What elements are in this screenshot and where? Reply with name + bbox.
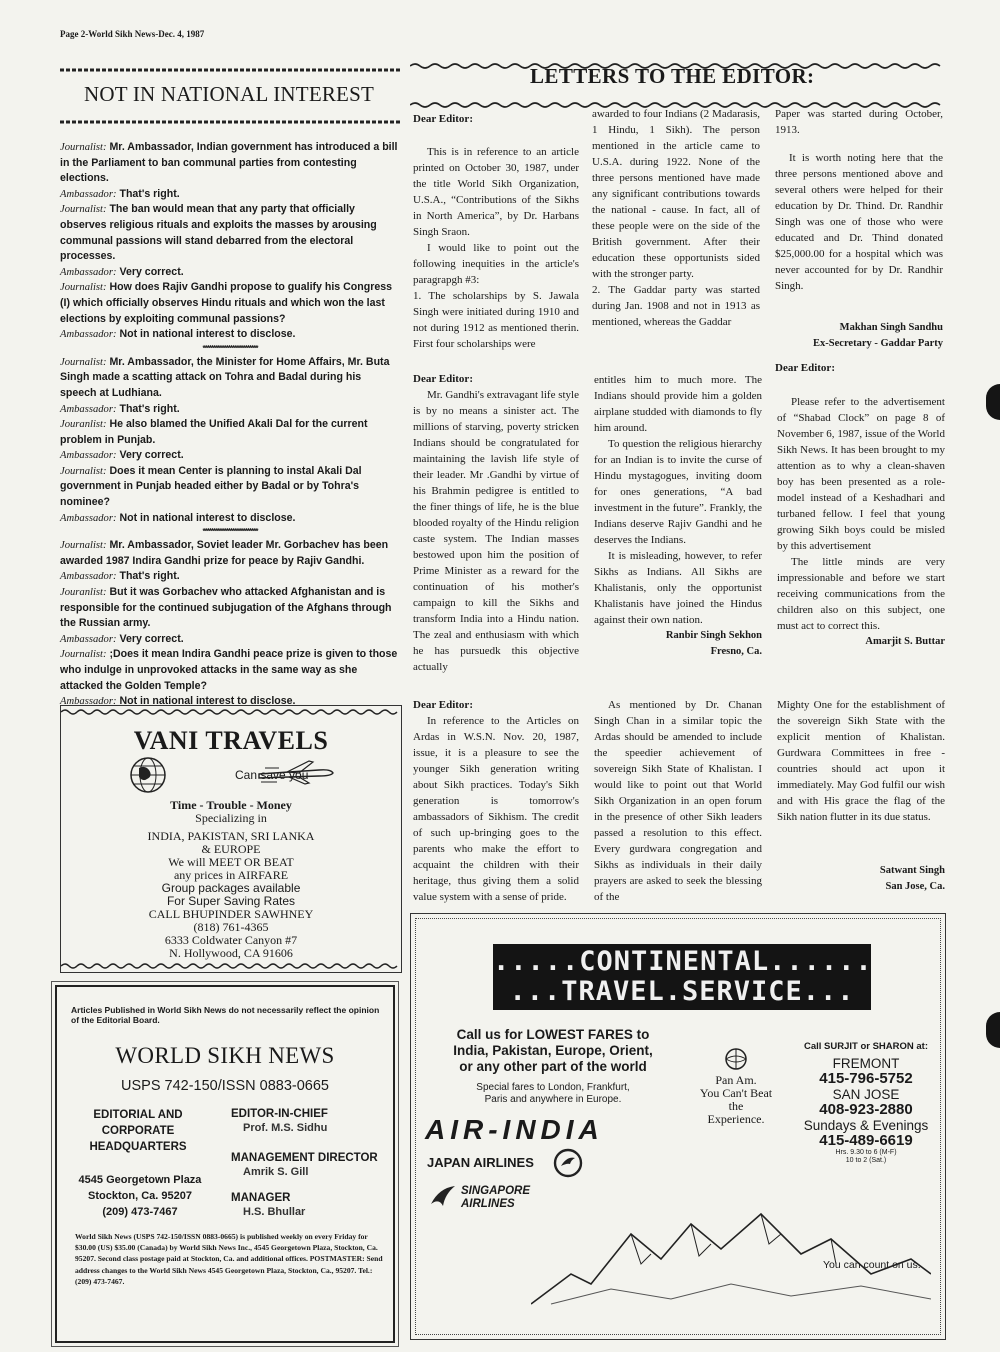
letter-2-col-1 <box>413 371 579 675</box>
office-hours: Hrs. 9.30 to 6 (M-F) 10 to 2 (Sat.) <box>835 1149 897 1164</box>
hq-label: EDITORIAL AND CORPORATE HEADQUARTERS <box>89 1109 187 1153</box>
city-label: SAN JOSE <box>832 1087 900 1102</box>
letter-3-col-3 <box>777 394 945 650</box>
dialogue-line: Ambassador: Very correct. <box>60 449 184 462</box>
dialogue-line: Ambassador: Very correct. <box>60 265 184 278</box>
dialogue-line: Ambassador: Very correct. <box>60 632 184 645</box>
letter-signature: Makhan Singh Sandhu Ex-Secretary - Gaddar Party <box>813 322 943 349</box>
letter-1-col-1 <box>413 111 579 352</box>
masthead-usps: USPS 742-150/ISSN 0883-0665 <box>121 1078 329 1094</box>
japan-airlines-logo: JAPAN AIRLINES <box>427 1155 534 1170</box>
paragraph: The little minds are very impressionable and before we start receiving communications from the children also on this subject, one must act to correct this. <box>777 556 945 632</box>
city-label: Sundays & Evenings <box>803 1118 929 1133</box>
paragraph: 1. The scholarships by S. Jawala Singh were initiated during 1910 and not during 1912 as mentioned therin. First four scholarships were <box>413 290 579 350</box>
exchange-block <box>60 355 400 527</box>
staff-role: MANAGEMENT DIRECTOR <box>231 1152 378 1164</box>
vani-line: Specializing in <box>195 811 267 825</box>
singapore-bird-icon <box>429 1184 457 1217</box>
staff-name: Amrik S. Gill <box>243 1166 309 1178</box>
contact-panel <box>786 1041 946 1165</box>
dialogue-line: Journalist: How does Rajiv Gandhi propose to gualify his Congress (I) which officially observes Hindu rituals and which won the last elections by exploiting communal passions? <box>60 281 392 325</box>
paragraph: I would like to point out the following inequities in the article's paragrapgh #3: <box>413 242 579 286</box>
paragraph: It is worth noting here that the three persons mentioned above and several others were helped for their education by Dr. Thind. Dr. Randhir Singh was one of those who were educated and Dr. Thind donated $25,000.00 for a hospital which was never accounted for by Dr. Randhir Singh. <box>775 152 943 292</box>
singapore-airlines-logo: SINGAPORE AIRLINES <box>461 1185 531 1210</box>
paragraph: This is in reference to an article printed on October 30, 1987, under the title World Sikh Organization, U.S.A., “Contributions of the Sikhs in North America”, by Dr. Harbans Singh Sraon. <box>413 146 579 238</box>
publication-notice: World Sikh News (USPS 742-150/ISSN 0883-0665) is published weekly on every Friday for $30.00 (US) $35.00 (Canada) by World Sikh News Inc., 4545 Georgetown Plaza, Stockton, Ca. 95207. Second class postage paid at Stockton, Ca. and additional offices. POSTMASTER: Send address changes to the World Sikh News 4545 Georgetown Plaza, Stockton, Ca., 95207. Tel.: (209) 473-7467. <box>75 1232 383 1286</box>
air-india-logo: AIR-INDIA <box>425 1114 604 1145</box>
paragraph: Paper was started during October, 1913. <box>775 108 943 136</box>
vani-travels-ad <box>60 705 402 973</box>
exchange-block <box>60 538 400 710</box>
continental-travel-ad <box>410 913 946 1340</box>
count-on-us-text: You can count on us. <box>823 1259 921 1271</box>
paragraph: 2. The Gaddar party was started during Jan. 1908 and not in 1913 as mentioned, whereas the Gaddar <box>592 284 760 328</box>
paragraph: Please refer to the advertisement of “Shabad Clock” on page 8 of November 6, 1987, issue of the World Sikh News. It has been brought to my attention as to why a clean-shaven boy has been presented as a role-model instead of a Keshadhari and turbaned fellow. I feel that young growing Sikh boys could be misled by this advertisement <box>777 396 945 552</box>
salutation: Dear Editor: <box>775 362 835 374</box>
globe-icon <box>129 756 167 799</box>
paragraph: entitles him to much more. The Indians should provide him a golden airplane studded with diamonds to fly him around. <box>594 374 762 434</box>
vani-line: (818) 761-4365 <box>193 920 269 934</box>
paragraph: It is misleading, however, to refer Sikhs as Indians. All Sikhs are Khalistanis, only the opportunist Khalistanis have joined the Hindus against their own nation. <box>594 550 762 626</box>
letter-1-col-3 <box>775 106 943 376</box>
dialogue-line: Journalist: Mr. Ambassador, Indian government has introduced a bill in the Parliament to ban communal parties from contesting elections. <box>60 141 398 185</box>
staff-role: EDITOR-IN-CHIEF <box>231 1108 328 1120</box>
dialogue-line: Journalist: Mr. Ambassador, Soviet leader Mr. Gorbachev has been awarded 1987 Indira Gandhi prize for peace by Rajiv Gandhi. <box>60 539 389 567</box>
exchange-block <box>60 140 400 343</box>
vani-title: VANI TRAVELS <box>133 726 329 755</box>
letters-title: LETTERS TO THE EDITOR: <box>530 64 815 88</box>
continental-banner: .....CONTINENTAL...... ...TRAVEL.SERVICE... <box>493 944 871 1010</box>
airplane-icon <box>257 758 337 791</box>
lowest-fares-text: Call us for LOWEST FARES to India, Pakistan, Europe, Orient, or any other part of the world <box>453 1027 653 1074</box>
pan-am-globe-icon <box>724 1047 748 1076</box>
city-label: FREMONT <box>832 1056 900 1071</box>
vani-line: Group packages available <box>161 881 301 895</box>
masthead-name: WORLD SIKH NEWS <box>115 1043 335 1068</box>
wave-border <box>61 962 401 970</box>
dialogue-line: Ambassador: Not in national interest to disclose. <box>60 328 296 341</box>
dialogue-line: Journalist: ;Does it mean Indira Gandhi peace prize is given to those who indulge in unprovoked attacks in the same way as she attacked the Golden Temple? <box>60 648 398 692</box>
letter-1-col-2 <box>592 106 760 330</box>
letter-signature: Amarjit S. Buttar <box>865 636 945 647</box>
pan-am-logo: Pan Am. You Can't Beat the Experience. <box>699 1073 773 1126</box>
vani-line: & EUROPE <box>201 842 261 856</box>
staff-name: Prof. M.S. Sidhu <box>243 1122 328 1134</box>
paragraph: As mentioned by Dr. Chanan Singh Chan in a similar topic the Ardas should be amended to include the speedier achievement of sovereign Sikh State of Khalistan. I would like to point out that World Sikh Organization in an open forum in the presence of other Sikh leaders passed a resolution to this effect. Every gurdwara congregation and Sikhs as individuals in their daily prayers are asked to seek the blessing of the <box>594 699 762 903</box>
phone-number: 415-489-6619 <box>819 1132 913 1149</box>
dialogue-line: Jouranlist: He also blamed the Unified Akali Dal for the current problem in Punjab. <box>60 418 368 446</box>
asterisk-separator: ************************** <box>202 527 258 537</box>
wave-border <box>61 708 401 716</box>
dialogue-line: Journalist: Mr. Ambassador, the Minister for Home Affairs, Mr. Buta Singh made a scatting attack on Tohra and Badal during his speech at Ludhiana. <box>60 355 390 399</box>
letter-2-col-2 <box>594 372 762 660</box>
editorial-interview <box>60 140 400 710</box>
staff-role: MANAGER <box>231 1192 291 1204</box>
vani-can-save: Can save you <box>235 768 309 782</box>
dialogue-line: Journalist: The ban would mean that any party that officially observes religious rituals and exploits the masses by arousing communal passions will stand debarred from the electoral processes. <box>60 203 377 263</box>
dialogue-line: Ambassador: That's right. <box>60 570 180 583</box>
paragraph: Mighty One for the establishment of the sovereign Sikh State with the explicit mention of Khalistan. Gurdwara Committees in free - countries should act upon it immediately. May God fulfil our wish and with His grace the flag of the Sikh nation flutter in its due status. <box>777 699 945 823</box>
dialogue-line: Ambassador: That's right. <box>60 187 180 200</box>
letter-4-col-1 <box>413 697 579 905</box>
special-fares-text: Special fares to London, Frankfurt, Paris and anywhere in Europe. <box>476 1082 630 1105</box>
letter-signature: Satwant Singh San Jose, Ca. <box>879 865 945 892</box>
vani-line: Time - Trouble - Money <box>170 798 292 812</box>
dialogue-line: Ambassador: That's right. <box>60 402 180 415</box>
binder-hole <box>986 384 1000 420</box>
vani-line: INDIA, PAKISTAN, SRI LANKA <box>147 829 315 843</box>
page-folio: Page 2-World Sikh News-Dec. 4, 1987 <box>60 29 205 39</box>
dialogue-line: Ambassador: Not in national interest to disclose. <box>60 511 296 524</box>
hq-address: 4545 Georgetown Plaza Stockton, Ca. 95207 (209) 473-7467 <box>78 1174 202 1218</box>
dialogue-line: Ambassador: Not in national interest to disclose. <box>60 695 296 708</box>
vani-line: CALL BHUPINDER SAWHNEY <box>148 907 314 921</box>
binder-hole <box>986 1012 1000 1048</box>
dialogue-line: Jouranlist: But it was Gorbachev who attacked Afghanistan and is responsible for the continued subjugation of the Afghans through the Russian army. <box>60 586 392 630</box>
paragraph: awarded to four Indians (2 Madarasis, 1 Hindu, 1 Sikh). The person mentioned in the article came to U.S.A. during 1922. None of the three persons mentioned have made any significant contributions towards the national - cause. In fact, all of these people were on the side of the British government. After their education these opportunists sided with the stronger party. <box>592 108 760 280</box>
vani-line: any prices in AIRFARE <box>173 868 289 882</box>
call-header: Call SURJIT or SHARON at: <box>803 1041 929 1052</box>
star-rule <box>60 114 400 132</box>
vani-details <box>61 799 401 960</box>
salutation: Dear Editor: <box>413 113 473 125</box>
disclaimer: Articles Published in World Sikh News do not necessarily reflect the opinion of the Editorial Board. <box>71 1005 380 1025</box>
vani-line: For Super Saving Rates <box>166 894 296 908</box>
star-rule <box>60 62 400 80</box>
asterisk-separator: ************************** <box>202 343 258 353</box>
phone-number: 408-923-2880 <box>819 1101 913 1118</box>
vani-line: 6333 Coldwater Canyon #7 <box>164 933 298 947</box>
dialogue-line: Journalist: Does it mean Center is planning to instal Akali Dal government in Punjab headed either by Badal or by Tohra's nominee? <box>60 464 362 509</box>
phone-number: 415-796-5752 <box>819 1070 913 1087</box>
paragraph: To question the religious hierarchy for an Indian is to invite the curse of Hindu mystagogues, inviting doom for ones generations, “A bad investment in the future”. Frankly, the Indians deserve Rajiv Gandhi and he deserves the Indians. <box>594 438 762 546</box>
letter-4-col-3 <box>777 697 945 895</box>
letter-4-col-2 <box>594 697 762 905</box>
vani-line: N. Hollywood, CA 91606 <box>169 946 293 960</box>
salutation: Dear Editor: <box>413 373 473 385</box>
vani-line: We will MEET OR BEAT <box>168 855 294 869</box>
salutation: Dear Editor: <box>413 699 473 711</box>
letter-signature: Ranbir Singh Sekhon Fresno, Ca. <box>665 630 762 657</box>
paragraph: In reference to the Articles on Ardas in W.S.N. Nov. 20, 1987, issue, it is a pleasure to see the younger Sikh generation writing about Sikh practices. Today's Sikh generation is tomorrow's ambassadors of Sikhism. The credit of such up-bringing goes to the parents who make the effort to acquaint the children with their heritage, thus giving them a solid value system with a sense of pride. <box>413 715 579 903</box>
crane-icon <box>553 1148 583 1183</box>
masthead-box <box>55 985 395 1343</box>
staff-list <box>231 1106 391 1218</box>
editorial-title: NOT IN NATIONAL INTEREST <box>83 82 374 106</box>
paragraph: Mr. Gandhi's extravagant life style is by no means a sinister act. The millions of starving, poverty stricken Indians should be congratulated for maintaining the lavish life style of their leader. Mr .Gandhi by virtue of his Brahmin pedigree is entitled to the finer things of life, he is the blue blooded royalty of the Hindu religion caste system. The Indian masses bestowed upon him the position of Prime Minister as a reward for the continuation of his mother's campaign to kill the Sikhs and transform India into a Hindu nation. The zeal and enthusiasm with which he has pursuedk this objective actually <box>413 389 579 673</box>
staff-name: H.S. Bhullar <box>243 1206 306 1218</box>
